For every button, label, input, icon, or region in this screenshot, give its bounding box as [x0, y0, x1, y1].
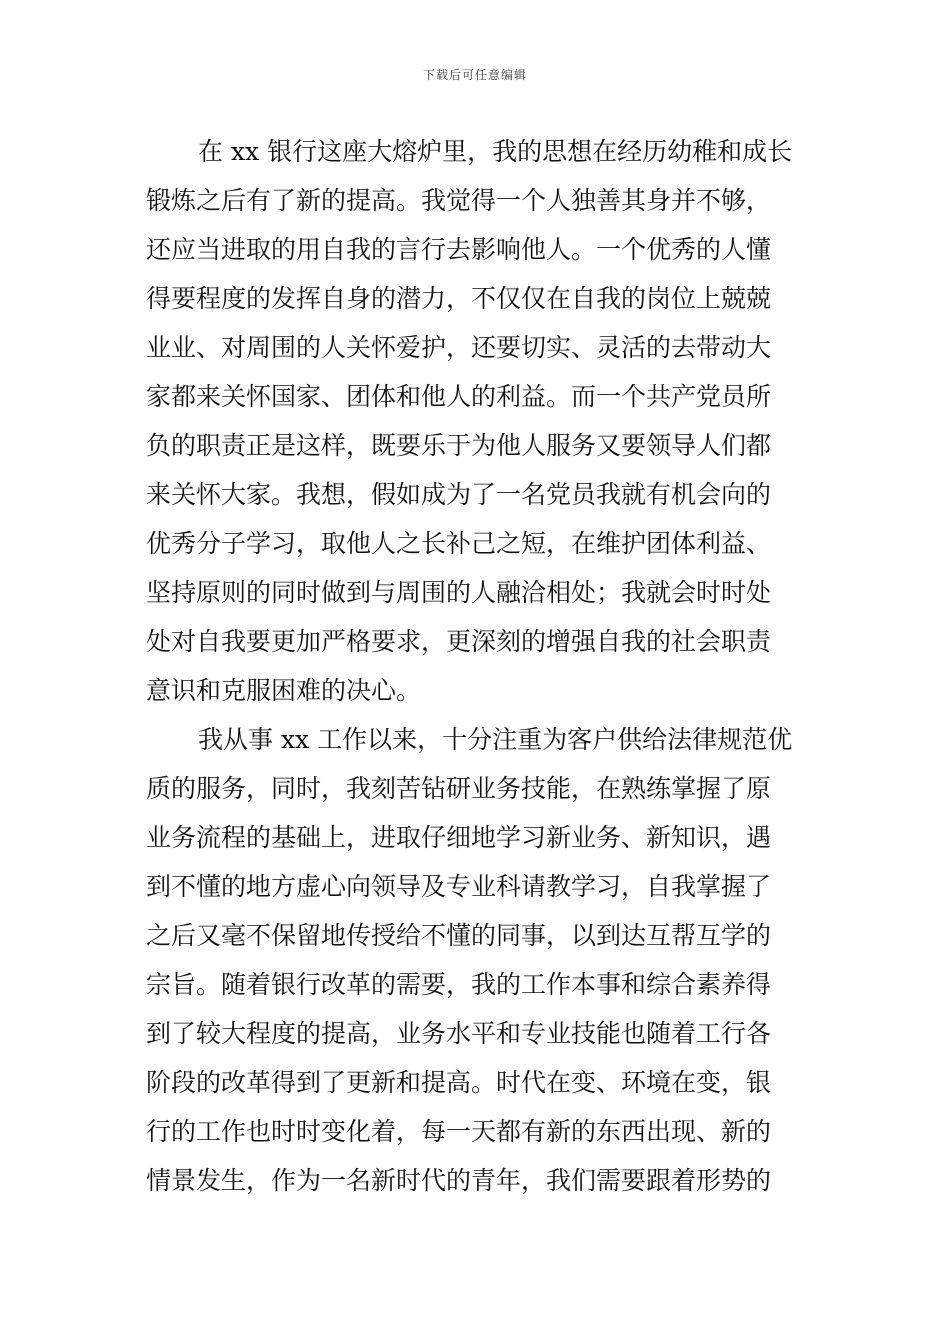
text-line: 质的服务，同时，我刻苦钻研业务技能，在熟练掌握了原 — [146, 774, 772, 803]
text-line: 业务流程的基础上，进取仔细地学习新业务、新知识，遇 — [146, 823, 772, 852]
text-line: 情景发生，作为一名新时代的青年，我们需要跟着形势的 — [146, 1166, 772, 1195]
paragraph-1 — [146, 127, 806, 715]
header-note: 下载后可任意编辑 — [422, 68, 527, 82]
text-line: 阶段的改革得到了更新和提高。时代在变、环境在变，银 — [146, 1068, 772, 1097]
text-line: 坚持原则的同时做到与周围的人融洽相处；我就会时时处 — [146, 578, 772, 607]
text-line: 业业、对周围的人关怀爱护，还要切实、灵活的去带动大 — [146, 333, 772, 362]
text-line: 锻炼之后有了新的提高。我觉得一个人独善其身并不够， — [146, 186, 772, 215]
text-line: 在 xx 银行这座大熔炉里，我的思想在经历幼稚和成长 — [198, 137, 793, 166]
document-body — [146, 127, 806, 1205]
text-line: 我从事 xx 工作以来，十分注重为客户供给法律规范优 — [198, 725, 793, 754]
text-line: 还应当进取的用自我的言行去影响他人。一个优秀的人懂 — [146, 235, 772, 264]
text-line: 到不懂的地方虚心向领导及专业科请教学习，自我掌握了 — [146, 872, 772, 901]
text-line: 得要程度的发挥自身的潜力，不仅仅在自我的岗位上兢兢 — [146, 284, 772, 313]
text-line: 到了较大程度的提高，业务水平和专业技能也随着工行各 — [146, 1019, 772, 1048]
text-line: 行的工作也时时变化着，每一天都有新的东西出现、新的 — [146, 1117, 772, 1146]
text-line: 处对自我要更加严格要求，更深刻的增强自我的社会职责 — [146, 627, 772, 656]
text-line: 来关怀大家。我想，假如成为了一名党员我就有机会向的 — [146, 480, 772, 509]
text-line: 负的职责正是这样，既要乐于为他人服务又要领导人们都 — [146, 431, 772, 460]
text-line: 之后又毫不保留地传授给不懂的同事，以到达互帮互学的 — [146, 921, 772, 950]
text-line: 家都来关怀国家、团体和他人的利益。而一个共产党员所 — [146, 382, 772, 411]
text-line: 宗旨。随着银行改革的需要，我的工作本事和综合素养得 — [146, 970, 772, 999]
text-line: 优秀分子学习，取他人之长补己之短，在维护团体利益、 — [146, 529, 772, 558]
paragraph-2 — [146, 715, 806, 1205]
text-line: 意识和克服困难的决心。 — [146, 676, 422, 705]
